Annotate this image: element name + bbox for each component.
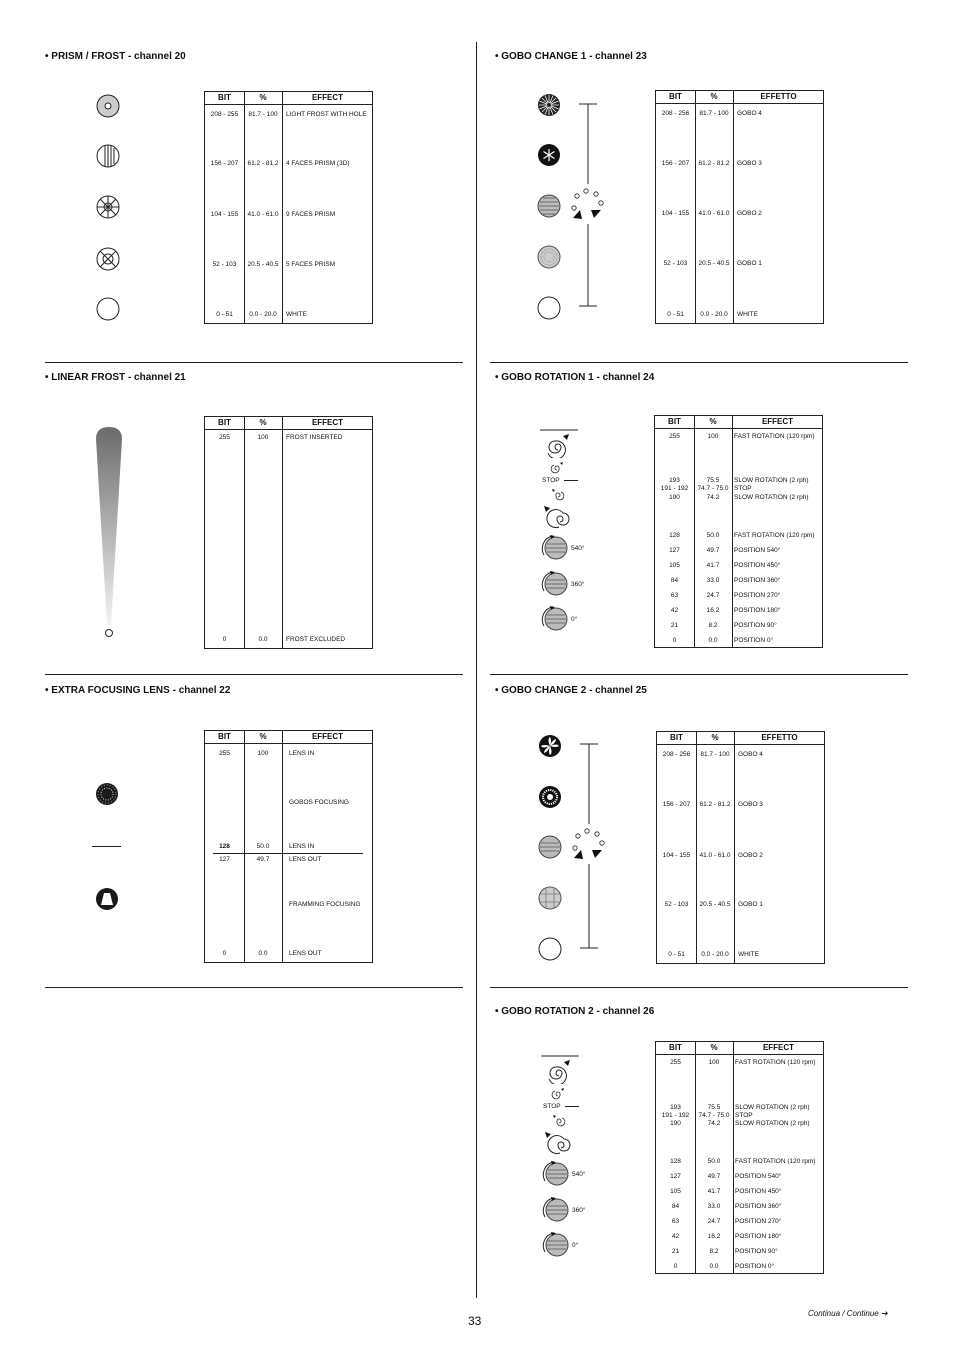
table-cell: 156 - 207 bbox=[661, 160, 690, 167]
table-cell: GOBO 3 bbox=[738, 801, 763, 808]
header-bit: BIT bbox=[670, 733, 683, 742]
table-cell: 190 bbox=[670, 1120, 681, 1127]
label-360: 360° bbox=[571, 581, 585, 588]
header-bit: BIT bbox=[218, 418, 231, 427]
table-cell: POSITION 90° bbox=[735, 1248, 778, 1255]
table-cell: POSITION 90° bbox=[734, 622, 777, 629]
table-prism bbox=[204, 91, 373, 324]
table-cell: 104 - 155 bbox=[662, 852, 691, 859]
white-open-icon bbox=[96, 297, 120, 321]
table-cell: 193 bbox=[670, 1104, 681, 1111]
table-cell: 84 bbox=[670, 577, 679, 584]
table-cell: GOBOS FOCUSING bbox=[289, 799, 349, 806]
table-cell: 0 - 51 bbox=[667, 311, 684, 318]
table-cell: 52 - 103 bbox=[212, 261, 237, 268]
table-cell: 191 - 192 bbox=[660, 485, 689, 492]
linear-frost-gradient-icon bbox=[94, 425, 124, 640]
table-cell: 255 bbox=[219, 434, 230, 441]
divider-right-1 bbox=[490, 362, 908, 363]
header-effect: EFFETTO bbox=[760, 92, 797, 101]
label-360: 360° bbox=[572, 1207, 586, 1214]
gobo-position-360-icon bbox=[539, 1197, 573, 1223]
table-cell: GOBO 4 bbox=[738, 751, 763, 758]
label-0: 0° bbox=[571, 616, 578, 623]
table-cell: 63 bbox=[671, 1218, 680, 1225]
header-percent: % bbox=[710, 1043, 718, 1052]
table-cell: 74.7 - 75.0 bbox=[697, 485, 729, 492]
section-title-prism: • PRISM / FROST - channel 20 bbox=[45, 51, 186, 62]
table-cell: 33.0 bbox=[707, 1203, 721, 1210]
gobo-position-360-icon bbox=[538, 571, 572, 597]
table-cell: 208 - 256 bbox=[661, 110, 690, 117]
table-cell: 41.0 - 61.0 bbox=[247, 211, 279, 218]
white-open-icon bbox=[537, 296, 561, 320]
section-title-gobo-change2: • GOBO CHANGE 2 - channel 25 bbox=[495, 685, 647, 696]
section-title-gobo-rotation2: • GOBO ROTATION 2 - channel 26 bbox=[495, 1006, 655, 1017]
table-cell: WHITE bbox=[286, 311, 307, 318]
table-cell: SLOW ROTATION (2 rph) bbox=[735, 1104, 810, 1111]
stop-label: STOP bbox=[542, 477, 560, 484]
divider-left-1 bbox=[45, 362, 463, 363]
table-cell: 0 - 51 bbox=[668, 951, 685, 958]
divider-left-3 bbox=[45, 987, 463, 988]
table-cell: 208 - 256 bbox=[662, 751, 691, 758]
table-cell: GOBO 2 bbox=[737, 210, 762, 217]
stop-label: STOP bbox=[543, 1103, 561, 1110]
table-cell: 20.5 - 40.5 bbox=[698, 260, 730, 267]
table-cell: 50.0 bbox=[256, 843, 270, 850]
table-cell: POSITION 360° bbox=[735, 1203, 782, 1210]
table-cell: 41.0 - 61.0 bbox=[698, 210, 730, 217]
gobo-2-icon bbox=[538, 835, 562, 859]
table-cell: 0 bbox=[673, 1263, 678, 1270]
table-cell: 8.2 bbox=[708, 622, 718, 629]
table-gobo-change1 bbox=[655, 90, 824, 324]
table-cell: 75.5 bbox=[707, 1104, 721, 1111]
header-bit: BIT bbox=[218, 93, 231, 102]
table-cell: 104 - 155 bbox=[210, 211, 239, 218]
table-cell: POSITION 270° bbox=[734, 592, 781, 599]
table-cell: 75.5 bbox=[706, 477, 720, 484]
table-cell: 128 bbox=[670, 1158, 681, 1165]
table-cell: LIGHT FROST WITH HOLE bbox=[286, 111, 367, 118]
table-cell: GOBO 3 bbox=[737, 160, 762, 167]
table-cell: LENS IN bbox=[289, 750, 315, 757]
fast-rotation-ccw-icon bbox=[540, 502, 580, 530]
header-bit: BIT bbox=[668, 417, 681, 426]
table-cell: FAST ROTATION (120 rpm) bbox=[735, 1059, 816, 1066]
table-cell: FROST EXCLUDED bbox=[286, 636, 346, 643]
table-cell: POSITION 360° bbox=[734, 577, 781, 584]
table-cell: 21 bbox=[670, 622, 679, 629]
table-cell: POSITION 180° bbox=[734, 607, 781, 614]
stop-line bbox=[564, 480, 578, 481]
header-bit: BIT bbox=[669, 92, 682, 101]
table-cell: 24.7 bbox=[706, 592, 720, 599]
table-cell: 8.2 bbox=[709, 1248, 719, 1255]
gobo-2-icon bbox=[537, 194, 561, 218]
lens-threshold-line bbox=[92, 846, 121, 847]
gobos-focusing-icon bbox=[95, 782, 119, 806]
page-number: 33 bbox=[468, 1314, 482, 1328]
table-cell: 61.2 - 81.2 bbox=[699, 801, 731, 808]
table-cell: 104 - 155 bbox=[661, 210, 690, 217]
table-cell: 128 bbox=[669, 532, 680, 539]
table-cell: GOBO 2 bbox=[738, 852, 763, 859]
header-bit: BIT bbox=[218, 732, 231, 741]
table-cell: FRAMMING FOCUSING bbox=[289, 901, 361, 908]
table-cell: 0 bbox=[222, 950, 227, 957]
gobo-4-icon bbox=[537, 93, 561, 117]
table-cell: SLOW ROTATION (2 rph) bbox=[734, 494, 809, 501]
table-gobo-rotation2 bbox=[655, 1041, 824, 1274]
frost-hole-icon bbox=[96, 94, 120, 118]
table-cell: 21 bbox=[671, 1248, 680, 1255]
fast-rotation-cw-icon bbox=[540, 428, 580, 458]
table-cell: 0.0 bbox=[709, 1263, 719, 1270]
table-cell: 127 bbox=[219, 856, 230, 863]
slow-rotation-ccw-icon bbox=[550, 1113, 568, 1129]
header-effect: EFFECT bbox=[761, 417, 794, 426]
table-cell: LENS OUT bbox=[289, 856, 322, 863]
table-cell: 0 - 51 bbox=[216, 311, 233, 318]
white-open-icon bbox=[538, 937, 562, 961]
table-cell: STOP bbox=[735, 1112, 753, 1119]
table-cell: 20.5 - 40.5 bbox=[699, 901, 731, 908]
header-effect: EFFECT bbox=[311, 93, 344, 102]
table-cell: 16.2 bbox=[707, 1233, 721, 1240]
table-cell: 24.7 bbox=[707, 1218, 721, 1225]
table-cell: 156 - 207 bbox=[662, 801, 691, 808]
table-cell: 127 bbox=[670, 1173, 681, 1180]
header-percent: % bbox=[709, 417, 717, 426]
table-cell: POSITION 270° bbox=[735, 1218, 782, 1225]
table-cell: FAST ROTATION (120 rpm) bbox=[734, 532, 815, 539]
divider-right-2 bbox=[490, 674, 908, 675]
table-cell: WHITE bbox=[737, 311, 758, 318]
gobo-1-icon bbox=[537, 245, 561, 269]
section-title-extra-lens: • EXTRA FOCUSING LENS - channel 22 bbox=[45, 685, 231, 696]
label-540: 540° bbox=[571, 545, 585, 552]
table-cell: 0 bbox=[672, 637, 677, 644]
table-cell: 208 - 255 bbox=[210, 111, 239, 118]
table-cell: 33.0 bbox=[706, 577, 720, 584]
table-cell: 81.7 - 100 bbox=[699, 110, 729, 117]
table-cell: 0.0 - 20.0 bbox=[701, 951, 729, 958]
table-cell: 49.7 bbox=[706, 547, 720, 554]
table-cell: 84 bbox=[671, 1203, 680, 1210]
table-extra-lens bbox=[204, 730, 373, 963]
section-title-gobo-rotation1: • GOBO ROTATION 1 - channel 24 bbox=[495, 372, 655, 383]
table-cell: 9 FACES PRISM bbox=[286, 211, 336, 218]
table-cell: POSITION 540° bbox=[735, 1173, 782, 1180]
table-cell: 0.0 bbox=[708, 637, 718, 644]
table-cell: 49.7 bbox=[256, 856, 270, 863]
slow-rotation-ccw-icon bbox=[549, 487, 567, 503]
table-cell: POSITION 0° bbox=[734, 637, 774, 644]
gobo-position-0-icon bbox=[539, 1232, 573, 1258]
table-cell: 42 bbox=[671, 1233, 680, 1240]
center-divider bbox=[476, 42, 477, 1298]
table-cell: 105 bbox=[669, 562, 680, 569]
table-cell: 74.2 bbox=[706, 494, 720, 501]
header-percent: % bbox=[259, 93, 267, 102]
header-percent: % bbox=[259, 418, 267, 427]
table-cell: 255 bbox=[670, 1059, 681, 1066]
table-cell: 20.5 - 40.5 bbox=[247, 261, 279, 268]
gobo-selector-bracket-icon bbox=[569, 740, 609, 952]
divider-right-3 bbox=[490, 987, 908, 988]
table-cell: SLOW ROTATION (2 rph) bbox=[735, 1120, 810, 1127]
table-cell: POSITION 180° bbox=[735, 1233, 782, 1240]
prism-9-faces-icon bbox=[96, 195, 120, 219]
gobo-position-0-icon bbox=[538, 606, 572, 632]
table-cell: 61.2 - 81.2 bbox=[247, 160, 279, 167]
table-cell: 74.2 bbox=[707, 1120, 721, 1127]
prism-4-faces-icon bbox=[96, 144, 120, 168]
table-cell: 105 bbox=[670, 1188, 681, 1195]
table-cell: 100 bbox=[257, 434, 269, 441]
table-cell: WHITE bbox=[738, 951, 759, 958]
header-bit: BIT bbox=[669, 1043, 682, 1052]
header-effect: EFFECT bbox=[311, 732, 344, 741]
table-cell: 156 - 207 bbox=[210, 160, 239, 167]
header-effect: EFFECT bbox=[311, 418, 344, 427]
divider-left-2 bbox=[45, 674, 463, 675]
table-cell: 193 bbox=[669, 477, 680, 484]
slow-rotation-cw-icon bbox=[548, 460, 566, 476]
table-cell: 0.0 bbox=[258, 636, 268, 643]
table-cell: 41.7 bbox=[706, 562, 720, 569]
table-gobo-rotation1 bbox=[654, 415, 823, 648]
header-effect: EFFETTO bbox=[761, 733, 798, 742]
gobo-position-540-icon bbox=[538, 535, 572, 561]
gobo-3-icon bbox=[538, 785, 562, 809]
gobo-1-icon bbox=[538, 886, 562, 910]
table-cell: GOBO 1 bbox=[738, 901, 763, 908]
table-cell: LENS IN bbox=[289, 843, 315, 850]
table-cell: 0.0 bbox=[258, 950, 268, 957]
table-cell: 41.7 bbox=[707, 1188, 721, 1195]
table-cell: 0.0 - 20.0 bbox=[700, 311, 728, 318]
table-cell: GOBO 4 bbox=[737, 110, 762, 117]
table-cell: 128 bbox=[219, 843, 230, 850]
table-gobo-change2 bbox=[656, 731, 825, 964]
label-0: 0° bbox=[572, 1242, 579, 1249]
table-cell: 63 bbox=[670, 592, 679, 599]
table-cell: 61.2 - 81.2 bbox=[698, 160, 730, 167]
header-percent: % bbox=[259, 732, 267, 741]
table-cell: 16.2 bbox=[706, 607, 720, 614]
table-cell: 0.0 - 20.0 bbox=[249, 311, 277, 318]
framing-focusing-icon bbox=[95, 887, 119, 911]
prism-5-faces-icon bbox=[96, 247, 120, 271]
table-cell: POSITION 450° bbox=[735, 1188, 782, 1195]
stop-line bbox=[565, 1106, 579, 1107]
table-cell: 100 bbox=[707, 433, 719, 440]
header-percent: % bbox=[710, 92, 718, 101]
gobo-4-icon bbox=[538, 734, 562, 758]
table-cell: 41.0 - 61.0 bbox=[699, 852, 731, 859]
table-cell: 74.7 - 75.0 bbox=[698, 1112, 730, 1119]
section-title-linear-frost: • LINEAR FROST - channel 21 bbox=[45, 372, 186, 383]
section-title-gobo-change1: • GOBO CHANGE 1 - channel 23 bbox=[495, 51, 647, 62]
continue-link[interactable]: Continua / Continue ➔ bbox=[808, 1309, 888, 1318]
gobo-selector-bracket-icon bbox=[568, 100, 608, 312]
table-cell: 255 bbox=[669, 433, 680, 440]
table-cell: POSITION 540° bbox=[734, 547, 781, 554]
table-cell: 52 - 103 bbox=[664, 901, 689, 908]
table-cell: 100 bbox=[257, 750, 269, 757]
table-cell: SLOW ROTATION (2 rph) bbox=[734, 477, 809, 484]
table-cell: FAST ROTATION (120 rpm) bbox=[735, 1158, 816, 1165]
table-cell: 81.7 - 100 bbox=[248, 111, 278, 118]
table-cell: 50.0 bbox=[707, 1158, 721, 1165]
fast-rotation-ccw-icon bbox=[541, 1128, 581, 1156]
table-cell: GOBO 1 bbox=[737, 260, 762, 267]
table-cell: 42 bbox=[670, 607, 679, 614]
table-cell: 4 FACES PRISM (3D) bbox=[286, 160, 350, 167]
table-linear-frost bbox=[204, 416, 373, 649]
gobo-3-icon bbox=[537, 143, 561, 167]
label-540: 540° bbox=[572, 1171, 586, 1178]
table-cell: 100 bbox=[708, 1059, 720, 1066]
header-effect: EFFECT bbox=[762, 1043, 795, 1052]
gobo-position-540-icon bbox=[539, 1161, 573, 1187]
table-cell: 5 FACES PRISM bbox=[286, 261, 336, 268]
table-cell: 81.7 - 100 bbox=[700, 751, 730, 758]
table-cell: STOP bbox=[734, 485, 752, 492]
slow-rotation-cw-icon bbox=[549, 1086, 567, 1102]
table-cell: 127 bbox=[669, 547, 680, 554]
table-cell: 52 - 103 bbox=[663, 260, 688, 267]
header-percent: % bbox=[711, 733, 719, 742]
table-cell: FAST ROTATION (120 rpm) bbox=[734, 433, 815, 440]
fast-rotation-cw-icon bbox=[541, 1054, 581, 1084]
table-cell: 0 bbox=[222, 636, 227, 643]
table-cell: 190 bbox=[669, 494, 680, 501]
table-cell: FROST INSERTED bbox=[286, 434, 343, 441]
table-cell: 50.0 bbox=[706, 532, 720, 539]
table-cell: POSITION 450° bbox=[734, 562, 781, 569]
table-cell: POSITION 0° bbox=[735, 1263, 775, 1270]
table-cell: LENS OUT bbox=[289, 950, 322, 957]
table-cell: 191 - 192 bbox=[661, 1112, 690, 1119]
table-cell: 255 bbox=[219, 750, 230, 757]
table-cell: 49.7 bbox=[707, 1173, 721, 1180]
